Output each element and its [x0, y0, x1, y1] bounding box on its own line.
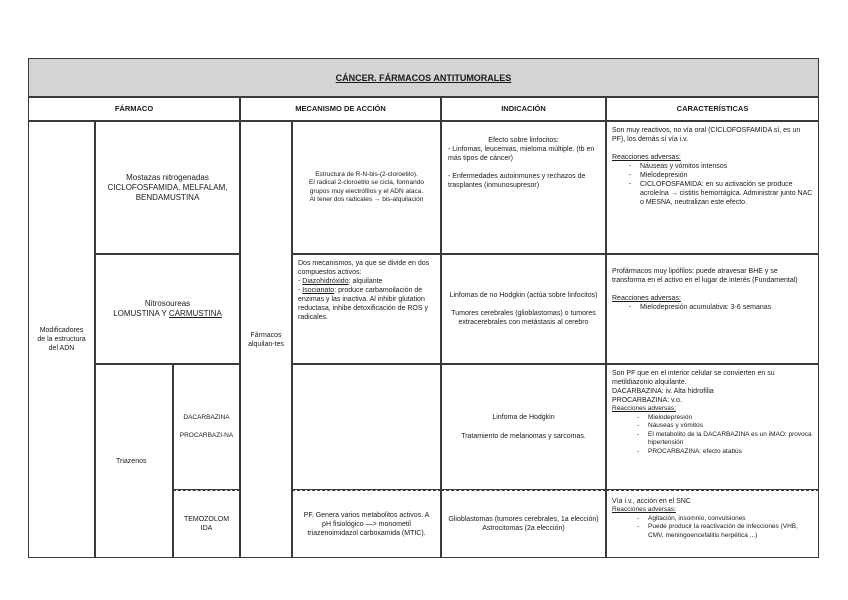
header-indicacion: INDICACIÓN — [441, 97, 606, 121]
mostazas-car-li1: - Náuseas y vómitos intensos — [640, 162, 813, 171]
mostazas-car-1: Son muy reactivos, no vía oral (CICLOFOSFAMIDA sí, es un PF), los demás sí vía i.v. — [612, 127, 801, 143]
triazenos-name: Triazenos — [95, 364, 173, 558]
group-label: Modificadores de la estructura del ADN — [28, 121, 95, 558]
temozolomida-ind-2: Astrocitomas (2a elección) — [482, 525, 565, 532]
mostazas-car-li2: - Mielodepresión — [640, 171, 813, 180]
triazenos-car-li3: - El metabolito de la DACARBAZINA es un iMAO: provoca hipertensión — [648, 431, 813, 448]
triazenos-ind-2: Tratamiento de melanomas y sarcomas. — [461, 433, 586, 440]
triazenos-car-li1: - Mielodepresión — [648, 414, 813, 423]
mostazas-mec-1: Estructura de R-N-bis-(2-cloroetilo). — [315, 170, 418, 178]
nitrosoureas-name-line1: Nitrosoureas — [144, 299, 191, 308]
nitrosoureas-car-1: Profármacos muy lipófilos: puede atravesar BHE y se transforma en el activo en el lugar de interés (Fundamental) — [612, 268, 798, 284]
nitrosoureas-car-ra: Reacciones adversas: — [612, 295, 681, 302]
mostazas-ind-2: - Linfomas, leucemias, mieloma múltiple. (tb en más tipos de cáncer) — [448, 146, 595, 162]
nitrosoureas-mec-1: Dos mecanismos, ya que se divide en dos compuestos activos: — [298, 260, 430, 276]
mostazas-mecanismo — [292, 121, 441, 254]
mostazas-car-ra: Reacciones adversas: — [612, 154, 681, 161]
nitrosoureas-caract — [606, 254, 819, 364]
triazenos-indicacion — [441, 364, 606, 490]
header-farmaco: FÁRMACO — [28, 97, 240, 121]
temozolomida-caract — [606, 490, 819, 558]
nitrosoureas-name-line2b: CARMUSTINA — [168, 309, 222, 318]
triazenos-sub-2: PROCARBAZI-NA — [179, 432, 234, 439]
header-mecanismo: MECANISMO DE ACCIÓN — [240, 97, 441, 121]
nitrosoureas-name — [95, 254, 240, 364]
nitrosoureas-ind-1: Linfomas de no Hodgkin (actúa sobre linfocitos) — [449, 292, 598, 299]
mostazas-car-li3: - CICLOFOSFAMIDA: en su activación se produce acroleína → cistitis hemorrágica. Administrar junto NAC o MESNA, neutralizan este efecto. — [640, 180, 813, 207]
nitrosoureas-mec-2a: Diazohidróxido — [302, 278, 349, 285]
mostazas-indicacion — [441, 121, 606, 254]
nitrosoureas-mec-3b: : produce carbamoilación de enzimas y las inactiva. Al inhibir glutation reductasa, inhibe detoxificación de ROS y radicales. — [298, 287, 428, 321]
temozolomida-car-li1: - Agitación, insomnio, convulsiones — [648, 515, 813, 524]
nitrosoureas-ind-2: Tumores cerebrales (glioblastomas) o tumores extracerebrales con metástasis al cerebro — [451, 310, 596, 326]
mostazas-name — [95, 121, 240, 254]
mostazas-mec-3: Al tener dos radicales → bis-alquilación — [309, 196, 424, 203]
triazenos-ind-1: Linfoma de Hodgkin — [492, 414, 555, 421]
triazenos-car-2: DACARBAZINA: iv. Alta hidrofilia — [612, 388, 714, 395]
triazenos-car-ra: Reacciones adversas: — [612, 405, 676, 412]
triazenos-subs — [173, 364, 240, 490]
mostazas-caract — [606, 121, 819, 254]
nitrosoureas-indicacion — [441, 254, 606, 364]
temozolomida-car-1: Vía i.v., acción en el SNC — [612, 498, 691, 505]
temozolomida-indicacion — [441, 490, 606, 558]
temozolomida-car-li2: - Puede producir la reactivación de infecciones (VHB, CMV, meningoencefalitis herpética ...) — [648, 523, 813, 540]
nitrosoureas-mec-2b: : alquilante — [348, 278, 383, 285]
header-caracteristicas: CARACTERÍSTICAS — [606, 97, 819, 121]
temozolomida-car-ra: Reacciones adversas: — [612, 506, 676, 513]
mostazas-ind-1: Efecto sobre linfocitos: — [488, 137, 559, 144]
triazenos-sub-1: DACARBAZINA — [183, 413, 230, 421]
temozolomida-name: TEMOZOLOM IDA — [173, 490, 240, 558]
drug-table — [28, 58, 819, 558]
mostazas-name-line2: CICLOFOSFAMIDA, MELFALAM, BENDAMUSTINA — [107, 182, 228, 202]
nitrosoureas-car-li1: - Mielodepresión acumulativa: 3-6 semanas — [640, 303, 813, 312]
triazenos-caract — [606, 364, 819, 490]
temozolomida-ind-1: Glioblastomas (tumores cerebrales, 1a elección) — [448, 516, 599, 523]
triazenos-car-li2: - Náuseas y vómitos — [648, 422, 813, 431]
triazenos-car-li4: - PROCARBAZINA: efecto atabús — [648, 448, 813, 457]
nitrosoureas-name-line2a: LOMUSTINA Y — [113, 309, 169, 318]
triazenos-car-3: PROCARBAZINA: v.o. — [612, 397, 682, 404]
family-label: Fármacos alquilan-tes — [240, 121, 292, 558]
mostazas-name-line1: Mostazas nitrogenadas — [126, 172, 209, 182]
table-title: CÁNCER. FÁRMACOS ANTITUMORALES — [28, 58, 819, 97]
nitrosoureas-mecanismo: Dos mecanismos, ya que se divide en dos compuestos activos: - Diazohidróxido: alquilante - Isocianato: produce carbamoilación de enzimas y las inactiva. Al inhibir glutation reductasa, inhibe detoxificación de ROS y radicales. — [292, 254, 441, 364]
nitrosoureas-mec-3a: Isocianato — [302, 287, 335, 294]
temozolomida-mecanismo: PF. Genera varios metabolitos activos. A pH fisiológico —> monometil triazenoimidazol carboxamida (MTIC). — [292, 490, 441, 558]
triazenos-car-1: Son PF que en el interior celular se convierten en su metildiazonio alquilante. — [612, 370, 775, 386]
mostazas-mec-2: El radical 2-cloroetilo se cicla, formando grupos muy electrófilos y el ADN ataca. — [309, 179, 424, 195]
mostazas-ind-3: - Enfermedades autoinmunes y rechazos de trasplantes (inmunosupresor) — [448, 173, 586, 189]
triazenos-mecanismo — [292, 364, 441, 490]
